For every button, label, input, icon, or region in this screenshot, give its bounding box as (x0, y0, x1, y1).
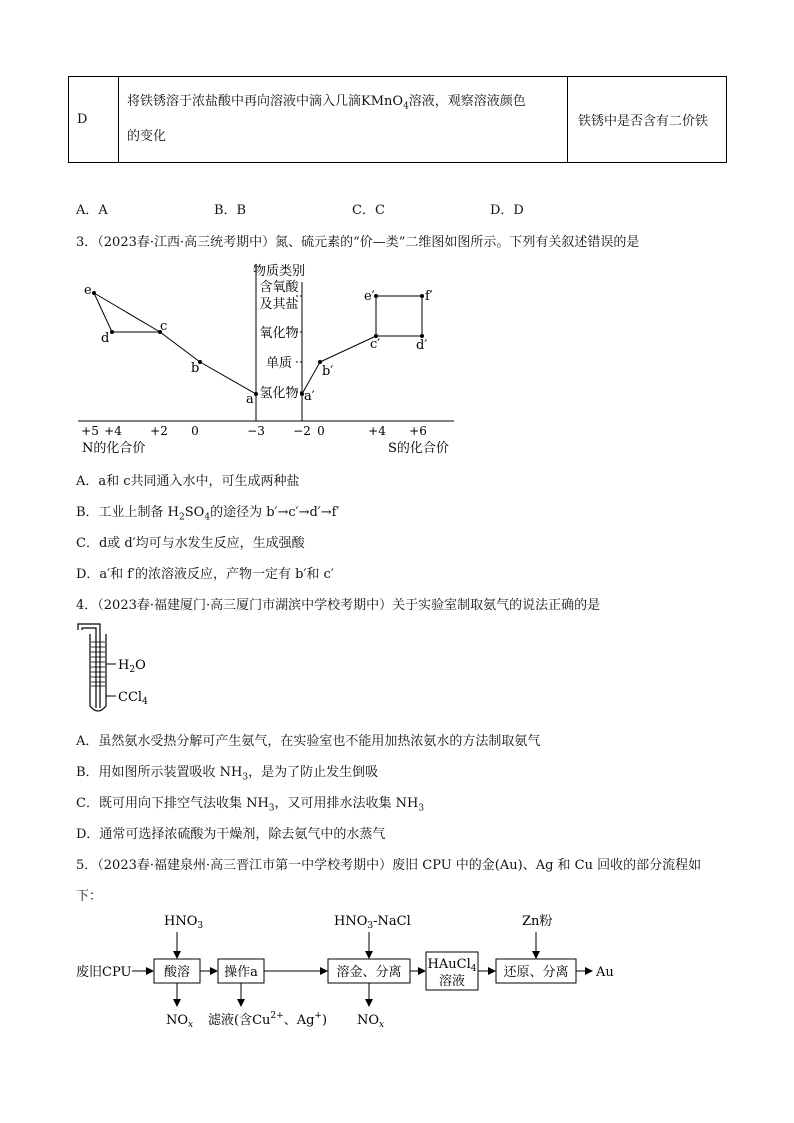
point-a (254, 392, 258, 396)
q5-stem-line2: 下： (76, 889, 103, 904)
q2-option-b[interactable]: B．B (214, 203, 247, 218)
q4-stem: 4．（2023春·福建厦门·高三厦门市湖滨中学校考期中）关于实验室制取氨气的说法正确的是 (76, 598, 601, 613)
s-tick-0: 0 (317, 424, 325, 438)
flow-input-hno3-nacl: $HNO_3$-NaCl (334, 914, 411, 931)
q4-option-c[interactable]: C．既可用向下排空气法收集 $NH_3$，又可用排水法收集 $NH_3$ (76, 796, 425, 814)
point-e (92, 291, 96, 295)
point-d (110, 330, 114, 334)
label-b: b (191, 361, 200, 376)
label-c: c (160, 319, 168, 334)
flow-box4-label2: 溶液 (438, 974, 466, 989)
n-tick-plus2: +2 (150, 424, 168, 438)
valence-class-diagram (70, 254, 470, 460)
operation-cell (119, 77, 568, 163)
flow-input-zn: Zn粉 (522, 914, 553, 929)
q5-stem-line1: 5．（2023春·福建泉州·高三晋江市第一中学校考期中）废旧 CPU 中的金(Au)、Ag 和 Cu 回收的部分流程如 (76, 858, 702, 873)
q4-option-c-text: C．既可用向下排空气法收集 NH (76, 796, 269, 811)
n-axis-label: N的化合价 (82, 441, 146, 456)
q4-option-c-mid: ，又可用排水法收集 NH (274, 796, 419, 811)
operation-sub: 4 (403, 101, 409, 112)
q3-option-c[interactable]: C．d或 d′均可与水发生反应，生成强酸 (76, 536, 305, 551)
q2-option-c[interactable]: C．C (352, 203, 385, 218)
q3-option-a[interactable]: A．a和 c共同通入水中，可生成两种盐 (76, 474, 300, 489)
q4-option-b-post: ，是为了防止发生倒吸 (248, 765, 379, 780)
q3-option-b-post: 的途径为 b′→c′→d′→f′ (210, 505, 340, 520)
operation-text-2: 的变化 (127, 128, 167, 144)
ccl4-layer-label: CCl$_4$ (118, 690, 148, 707)
label-d-prime: d′ (416, 338, 428, 353)
q2-option-a[interactable]: A．A (76, 203, 108, 218)
water-layer-label: $H_2O$ (118, 658, 146, 675)
n-tick-0: 0 (191, 424, 199, 438)
label-d: d (101, 331, 110, 346)
flow-box5-label: 还原、分离 (503, 965, 569, 980)
purpose-cell: 铁锈中是否含有二价铁 (568, 77, 727, 163)
n-lines (94, 293, 256, 394)
label-c-prime: c′ (370, 337, 381, 352)
gold-recovery-flowchart (72, 908, 652, 1036)
cat-element: 单质 (265, 356, 293, 371)
q3-stem: 3．（2023春·江西·高三统考期中）氮、硫元素的“价—类”二维图如图所示。下列有关叙述错误的是 (76, 235, 640, 250)
s-tick-plus6: +6 (409, 424, 427, 438)
row-label: D (69, 77, 119, 163)
category-title: 物质类别 (252, 264, 306, 279)
s-tick-plus4: +4 (368, 424, 386, 438)
q3-option-b-text: B．工业上制备 H (76, 505, 180, 520)
flow-input-hno3: $HNO_3$ (164, 914, 204, 931)
label-f-prime: f′ (425, 289, 433, 304)
cat-hydride: 氢化物 (259, 386, 299, 401)
label-a: a (246, 392, 254, 407)
cat-acid-2: 及其盐 (259, 297, 299, 312)
q3-option-b[interactable]: B．工业上制备 $H_2SO_4$的途径为 b′→c′→d′→f′ (76, 505, 340, 523)
label-e-prime: e′ (364, 289, 375, 304)
q4-option-a[interactable]: A．虽然氨水受热分解可产生氨气，在实验室也不能用加热浓氨水的方法制取氨气 (76, 734, 541, 749)
flow-box3-label: 溶金、分离 (336, 965, 402, 980)
s-tick-minus2: −2 (293, 424, 311, 438)
cat-acid-1: 含氧酸 (259, 280, 299, 295)
answer-table (68, 76, 727, 163)
operation-text-1-tail: 溶液，观察溶液颜色 (408, 94, 526, 109)
label-a-prime: a′ (304, 389, 315, 404)
q4-option-b[interactable]: B．用如图所示装置吸收 $NH_3$，是为了防止发生倒吸 (76, 765, 379, 783)
q3-option-d[interactable]: D．a′和 f′的浓溶液反应，产物一定有 b′和 c′ (76, 567, 334, 582)
flow-output-filtrate: 滤液(含$Cu^{2+}$、Ag+) (208, 1011, 328, 1028)
table-row (69, 77, 727, 163)
flow-box1-label: 酸溶 (163, 965, 191, 980)
n-tick-plus5: +5 (81, 424, 99, 438)
label-b-prime: b′ (322, 364, 334, 379)
flow-box4-label1: HAuCl$_4$ (427, 957, 477, 974)
n-tick-plus4: +4 (104, 424, 122, 438)
flow-output-nox-2: $NO_x$ (357, 1013, 385, 1030)
label-e: e (84, 283, 92, 298)
q3-option-b-mid: SO (184, 505, 205, 520)
s-axis-label: S的化合价 (388, 441, 449, 456)
q4-option-b-text: B．用如图所示装置吸收 NH (76, 765, 243, 780)
q4-option-d[interactable]: D．通常可选择浓硫酸为干燥剂，除去氨气中的水蒸气 (76, 827, 386, 842)
q2-option-d[interactable]: D．D (490, 203, 524, 218)
flow-end: Au (596, 965, 614, 980)
s-lines (302, 296, 422, 394)
point-f-prime (420, 294, 424, 298)
flow-start: 废旧CPU (76, 965, 132, 980)
cat-oxide: 氧化物 (259, 326, 299, 341)
operation-text-1: 将铁锈溶于浓盐酸中再向溶液中滴入几滴KMnO (127, 94, 404, 109)
flow-box2-label: 操作a (224, 965, 258, 980)
n-tick-minus3: −3 (247, 424, 265, 438)
flow-output-nox-1: $NO_x$ (166, 1013, 194, 1030)
ammonia-absorption-apparatus (74, 620, 164, 720)
